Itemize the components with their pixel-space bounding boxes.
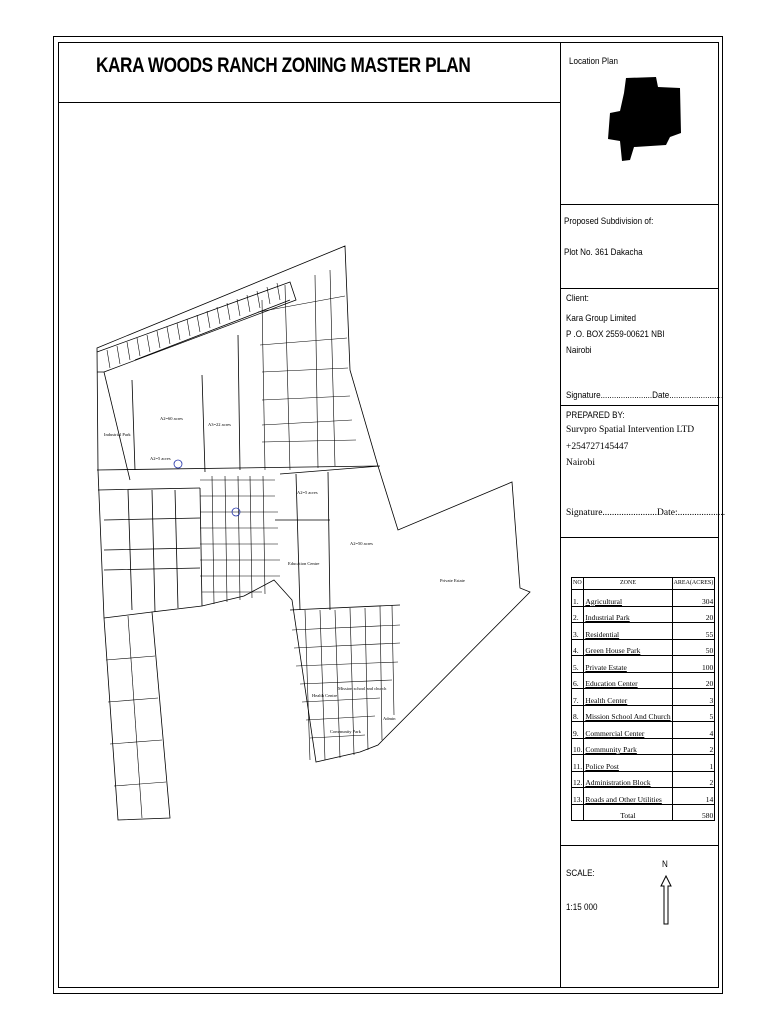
sidebar-divider (560, 42, 561, 988)
client-signature: Signature.......................Date........................ (566, 390, 724, 401)
table-row (572, 656, 715, 673)
label-mission-school: Mission school and church (338, 686, 387, 691)
zone-cell-area: 1 (672, 755, 715, 772)
table-row (572, 705, 715, 722)
table-row (572, 755, 715, 772)
zone-cell-no: 3. (572, 623, 584, 640)
total-value: 580 (672, 804, 715, 821)
zone-cell-area: 304 (672, 590, 715, 607)
zones-table-header (572, 578, 715, 590)
page-title: KARA WOODS RANCH ZONING MASTER PLAN (96, 54, 471, 77)
zone-cell-zone: Green House Park (584, 639, 672, 656)
divider-zones (560, 845, 719, 846)
label-community-park: Community Park (330, 729, 361, 734)
prepared-label: PREPARED BY: (566, 410, 625, 421)
zone-cell-area: 4 (672, 722, 715, 739)
zone-cell-zone: Health Center (584, 689, 672, 706)
table-row (572, 639, 715, 656)
zone-cell-no: 12. (572, 771, 584, 788)
zone-cell-no: 2. (572, 606, 584, 623)
zone-cell-zone: Administration Block (584, 771, 672, 788)
table-row (572, 689, 715, 706)
plot-number: Plot No. 361 Dakacha (564, 247, 643, 258)
zone-cell-no: 1. (572, 590, 584, 607)
zone-cell-no: 11. (572, 755, 584, 772)
table-row (572, 788, 715, 805)
prepared-city: Nairobi (566, 458, 596, 468)
table-row (572, 771, 715, 788)
label-a2-small: A2=5 acres (297, 490, 318, 495)
subdivision-label: Proposed Subdivision of: (564, 216, 654, 227)
table-row (572, 590, 715, 607)
zone-cell-zone: Police Post (584, 755, 672, 772)
zone-cell-area: 100 (672, 656, 715, 673)
scale-value: 1:15 000 (566, 902, 598, 913)
zone-cell-no: 9. (572, 722, 584, 739)
zone-cell-zone: Education Center (584, 672, 672, 689)
zoning-map (58, 103, 558, 983)
zone-cell-no: 4. (572, 639, 584, 656)
label-private-estate: Private Estate (440, 578, 465, 583)
marker-circle (174, 460, 182, 468)
total-spacer (572, 804, 584, 821)
table-row (572, 606, 715, 623)
zone-cell-area: 50 (672, 639, 715, 656)
zone-cell-area: 5 (672, 705, 715, 722)
north-arrow-icon (658, 874, 674, 926)
divider-subdivision (560, 288, 719, 289)
header-no: NO (572, 578, 584, 590)
zone-cell-zone: Private Estate (584, 656, 672, 673)
map-boundary (97, 246, 530, 820)
zone-cell-area: 2 (672, 738, 715, 755)
table-row (572, 623, 715, 640)
table-total-row (572, 804, 715, 821)
prepared-signature: Signature.......................Date:.................... (566, 508, 726, 518)
label-a2-50: A2=50 acres (350, 541, 373, 546)
zone-cell-zone: Industrial Park (584, 606, 672, 623)
label-industrial-park: Industrial Park (104, 432, 131, 437)
zone-cell-zone: Residential (584, 623, 672, 640)
zone-cell-area: 55 (672, 623, 715, 640)
zone-cell-no: 8. (572, 705, 584, 722)
prepared-phone: +254727145447 (566, 442, 629, 452)
client-city: Nairobi (566, 345, 592, 356)
label-admin: Admin (383, 716, 396, 721)
label-a2-60: A2=60 acres (160, 416, 183, 421)
label-plot: A2=5 acres (150, 456, 171, 461)
zone-cell-zone: Roads and Other Utilities (584, 788, 672, 805)
divider-location (560, 204, 719, 205)
scale-label: SCALE: (566, 868, 595, 879)
zone-cell-zone: Mission School And Church (584, 705, 672, 722)
table-row (572, 672, 715, 689)
client-label: Client: (566, 293, 589, 304)
zone-cell-zone: Commercial Center (584, 722, 672, 739)
zone-cell-no: 10. (572, 738, 584, 755)
label-a3-22: A3=22 acres (208, 422, 231, 427)
zone-cell-zone: Community Park (584, 738, 672, 755)
zone-cell-area: 14 (672, 788, 715, 805)
zone-cell-no: 7. (572, 689, 584, 706)
zones-table (571, 577, 715, 821)
zone-cell-no: 6. (572, 672, 584, 689)
client-name: Kara Group Limited (566, 313, 637, 324)
north-label: N (662, 859, 668, 870)
header-area: AREA(ACRES) (672, 578, 715, 590)
table-row (572, 722, 715, 739)
zone-cell-area: 20 (672, 606, 715, 623)
label-health-centre: Health Centre (312, 693, 338, 698)
table-row (572, 738, 715, 755)
location-plan-image (600, 75, 685, 165)
divider-prepared (560, 537, 719, 538)
header-zone: ZONE (584, 578, 672, 590)
prepared-company: Survpro Spatial Intervention LTD (566, 425, 695, 435)
zone-cell-area: 20 (672, 672, 715, 689)
label-education-centre: Education Centre (288, 561, 320, 566)
zone-cell-area: 3 (672, 689, 715, 706)
divider-client (560, 405, 719, 406)
location-plan-label: Location Plan (569, 56, 618, 67)
zone-cell-no: 5. (572, 656, 584, 673)
client-address: P .O. BOX 2559-00621 NBI (566, 329, 665, 340)
zone-cell-no: 13. (572, 788, 584, 805)
total-label: Total (584, 804, 672, 821)
zone-cell-zone: Agricultural (584, 590, 672, 607)
zone-cell-area: 2 (672, 771, 715, 788)
